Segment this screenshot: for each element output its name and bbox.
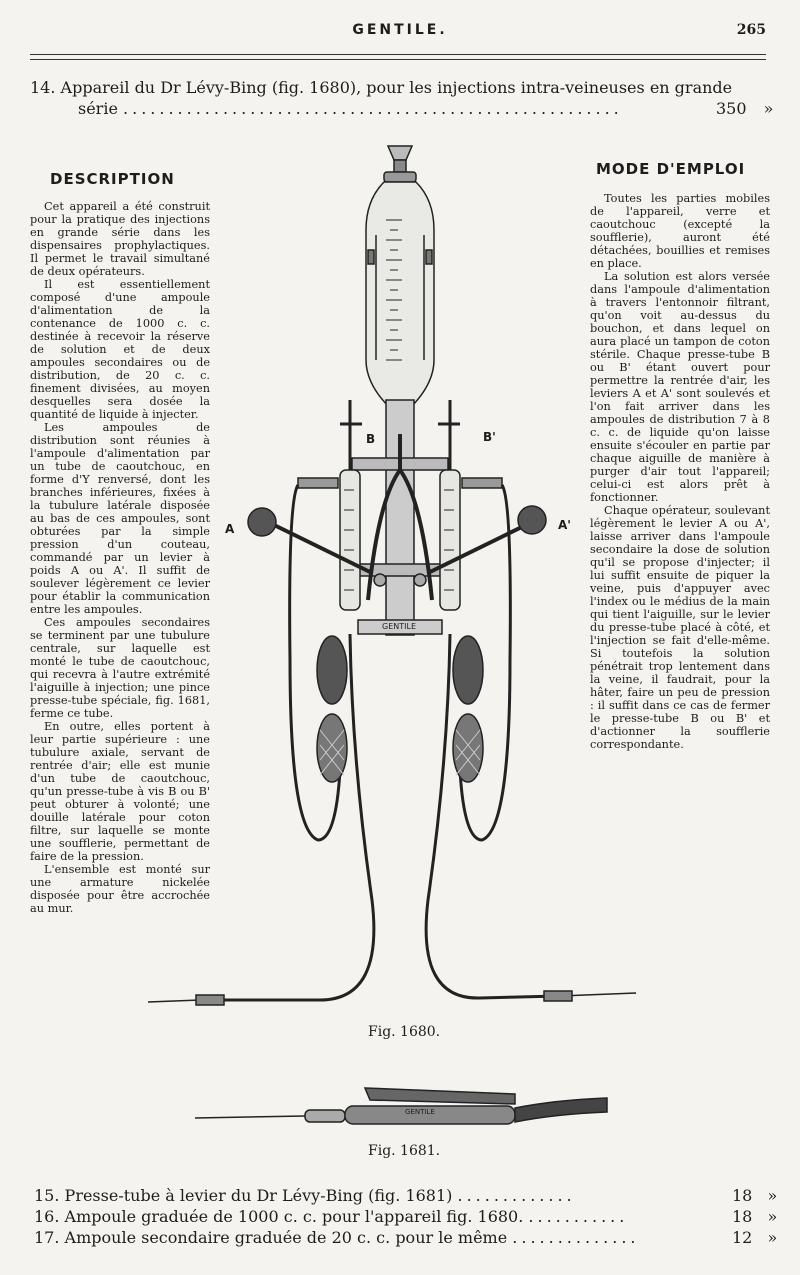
item-16-price bbox=[732, 1207, 777, 1226]
price-value: 350 bbox=[716, 99, 747, 118]
description-paragraph: L'ensemble est monté sur une armature nickelée disposée pour être accrochée au mur. bbox=[30, 863, 210, 915]
catalog-item-16: 16. Ampoule graduée de 1000 c. c. pour l'appareil fig. 1680. ........... bbox=[34, 1207, 629, 1226]
price-currency: » bbox=[767, 1228, 778, 1247]
description-paragraph: En outre, elles portent à leur partie supérieure : une tubulure axiale, servant de rentrée d'air; elle est munie d'un tube de caoutchouc, qu'un presse-tube à vis B ou B' peut obturer à volonté; une douille latérale pour coton filtre, sur laquelle se monte une soufflerie, permettant de faire de la pression. bbox=[30, 720, 210, 863]
description-paragraph: Ces ampoules secondaires se terminent par une tubulure centrale, sur laquelle est monté le tube de caoutchouc, qui recevra à l'autre extrémité l'aiguille à injection; une pince presse-tube spéciale, fig. 1681, ferme ce tube. bbox=[30, 616, 210, 720]
price-value: 18 bbox=[732, 1186, 753, 1205]
price-value: 12 bbox=[732, 1228, 753, 1247]
label-B-prime: B' bbox=[483, 430, 496, 444]
figure-1681-caption: Fig. 1681. bbox=[368, 1143, 441, 1159]
price-currency: » bbox=[763, 99, 774, 118]
item-15-price bbox=[732, 1186, 777, 1205]
label-A: A bbox=[225, 522, 235, 536]
item-number: 14. bbox=[30, 78, 56, 97]
item-continuation: série bbox=[78, 99, 118, 118]
maker-mark: GENTILE bbox=[382, 622, 416, 631]
description-heading: DESCRIPTION bbox=[50, 170, 175, 188]
catalog-item-14-continuation: série ....................................................... bbox=[78, 99, 623, 118]
description-paragraph: Les ampoules de distribution sont réunies à l'ampoule d'alimentation par un tube de caoutchouc, en forme d'Y renversé, dont les branches inférieures, fixées à la tubulure latérale disposée au bas de ces ampoules, sont obturées par la simple pression d'un couteau, commandé par un levier à poids A ou A'. Il suffit de soulever légèrement ce levier pour établir la communication entre les ampoules. bbox=[30, 421, 210, 616]
item-description: Appareil du Dr Lévy-Bing (fig. 1680), pour les injections intra-veineuses en grande bbox=[60, 78, 733, 97]
presse-tube-illustration bbox=[195, 1078, 615, 1128]
item-number: 16. bbox=[34, 1207, 60, 1226]
injection-apparatus-illustration bbox=[140, 140, 650, 1020]
figure-1680-caption: Fig. 1680. bbox=[368, 1024, 441, 1040]
catalog-item-15: 15. Presse-tube à levier du Dr Lévy-Bing (fig. 1681) ............. bbox=[34, 1186, 576, 1205]
item-number: 17. bbox=[34, 1228, 60, 1247]
presse-tube-maker-mark: GENTILE bbox=[405, 1108, 435, 1116]
description-paragraph: Cet appareil a été construit pour la pratique des injections en grande série dans les dispensaires prophylactiques. Il permet le travail simultané de deux opérateurs. bbox=[30, 200, 210, 278]
mode-emploi-heading: MODE D'EMPLOI bbox=[596, 160, 746, 178]
mode-emploi-paragraph: La solution est alors versée dans l'ampoule d'alimentation à travers l'entonnoir filtrant, qu'on voit au-dessus du bouchon, et dans lequel on aura placé un tampon de coton stérile. Chaque presse-tube B ou B' étant ouvert pour permettre la rentrée d'air, les leviers A et A' sont soulevés et l'on fait arriver dans les ampoules de distribution 7 à 8 c. c. de liquide qu'on laisse ensuite s'écouler en partie par chaque aiguille de manière à purger d'air tout l'appareil; celui-ci est alors prêt à fonctionner. bbox=[590, 270, 770, 504]
catalog-item-17: 17. Ampoule secondaire graduée de 20 c. c. pour le même .............. bbox=[34, 1228, 640, 1247]
catalog-item-14 bbox=[30, 78, 732, 97]
item-description: Ampoule graduée de 1000 c. c. pour l'appareil fig. 1680. bbox=[64, 1207, 524, 1226]
page-header-title: GENTILE. bbox=[352, 22, 448, 38]
description-paragraph: Il est essentiellement composé d'une ampoule d'alimentation de la contenance de 1000 c. c. destinée à recevoir la réserve de solution et de deux ampoules secondaires ou de distribution, de 20 c. c. finement divisées, au moyen desquelles sera dosée la quantité de liquide à injecter. bbox=[30, 278, 210, 421]
item-17-price bbox=[732, 1228, 777, 1247]
label-B: B bbox=[366, 432, 376, 446]
page-number: 265 bbox=[736, 22, 766, 38]
price-value: 18 bbox=[732, 1207, 753, 1226]
item-number: 15. bbox=[34, 1186, 60, 1205]
item-14-price bbox=[716, 99, 773, 118]
label-A-prime: A' bbox=[558, 518, 571, 532]
header-rule bbox=[30, 54, 766, 60]
item-description: Ampoule secondaire graduée de 20 c. c. pour le même bbox=[64, 1228, 508, 1247]
mode-emploi-paragraph: Chaque opérateur, soulevant légèrement le levier A ou A', laisse arriver dans l'ampoule secondaire la dose de solution qu'il se propose d'injecter; il lui suffit ensuite de piquer la veine, puis d'appuyer avec l'index ou le médius de la main qui tient l'aiguille, sur le levier du presse-tube placé à côté, et l'injection se fait d'elle-même. Si toutefois la solution pénétrait trop lentement dans la veine, il faudrait, pour la hâter, faire un peu de pression : il suffit dans ce cas de fermer le presse-tube B ou B' et d'actionner la soufflerie correspondante. bbox=[590, 504, 770, 751]
price-currency: » bbox=[767, 1186, 778, 1205]
item-description: Presse-tube à levier du Dr Lévy-Bing (fig. 1681) bbox=[64, 1186, 453, 1205]
mode-emploi-paragraph: Toutes les parties mobiles de l'appareil, verre et caoutchouc (excepté la soufflerie), auront été détachées, bouillies et remises en place. bbox=[590, 192, 770, 270]
price-currency: » bbox=[767, 1207, 778, 1226]
